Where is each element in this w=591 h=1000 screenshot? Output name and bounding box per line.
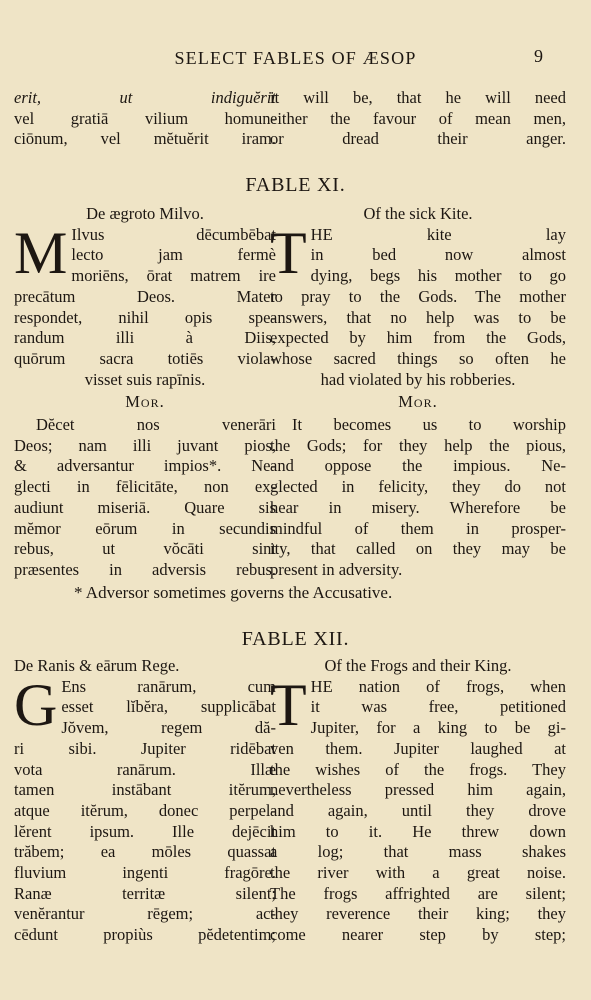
english-line: to pray to the Gods. The mother <box>270 286 566 306</box>
latin-moral-line: Deos; nam illi juvant pios, <box>14 435 276 455</box>
latin-moral-line: audiunt miseriā. Quare sis <box>14 497 276 517</box>
fable-12-latin-heading: De Ranis & eārum Rege. <box>14 656 180 675</box>
top-latin-line: ciōnum, vel mĕtuĕrit iram. <box>14 129 276 149</box>
english-line: ven them. Jupiter laughed at <box>270 738 566 758</box>
fable-12-latin-column <box>14 656 276 946</box>
english-moral-line: It becomes us to worship <box>292 415 566 435</box>
latin-line: lecto jam fermè <box>71 245 276 265</box>
latin-line: Jŏvem, regem dă- <box>61 718 276 738</box>
top-english-line: or dread their anger. <box>270 129 566 149</box>
english-line: answers, that no help was to be <box>270 307 566 327</box>
english-moral-line: hear in misery. Wherefore be <box>270 497 566 517</box>
latin-line: quōrum sacra totiēs viola- <box>14 348 276 368</box>
english-line: a log; that mass shakes <box>270 842 566 862</box>
top-latin-line: vel gratiā vilium homun- <box>14 108 276 128</box>
latin-moral-line: & adversantur impios*. Ne- <box>14 456 276 476</box>
latin-moral-line: præsentes in adversis rebus. <box>14 559 276 579</box>
english-line: HE nation of frogs, when <box>310 676 566 696</box>
fable-11-english-column <box>270 204 566 581</box>
top-english-column <box>270 88 566 150</box>
fable-11-latin-moral-label: Mor. <box>125 392 165 412</box>
english-line: nevertheless pressed him again, <box>270 780 566 800</box>
english-line: whose sacred things so often he <box>270 348 566 368</box>
latin-line: trăbem; ea mōles quassat <box>14 842 276 862</box>
latin-line: Ilvus dēcumbēbat <box>71 224 276 244</box>
english-line: had violated by his robberies. <box>320 369 516 389</box>
latin-moral-line: rebus, ut vŏcāti sint <box>14 539 276 559</box>
english-moral-line: mindful of them in prosper- <box>270 518 566 538</box>
latin-line: visset suis rapīnis. <box>84 369 206 389</box>
fable-12-english-column <box>270 656 566 946</box>
fable-11-english-moral-label: Mor. <box>398 392 438 412</box>
english-moral-line: the Gods; for they help the pious, <box>270 435 566 455</box>
fable-11-title: FABLE XI. <box>245 174 346 196</box>
fable-11-english-dropcap: T <box>270 219 307 286</box>
fable-11-latin-heading: De ægroto Milvo. <box>86 204 204 223</box>
english-line: it was free, petitioned <box>310 697 566 717</box>
english-line: come nearer step by step; <box>270 925 566 945</box>
top-latin-column <box>14 88 276 150</box>
fable-12-english-heading: Of the Frogs and their King. <box>324 656 512 675</box>
english-line: the river with a great noise. <box>270 863 566 883</box>
fable-12-english-dropcap: T <box>270 671 307 738</box>
english-moral-line: present in adversity. <box>270 559 403 579</box>
page-number: 9 <box>534 46 543 66</box>
top-english-line: it will be, that he will need <box>270 88 566 107</box>
english-line: the wishes of the frogs. They <box>270 759 566 779</box>
latin-line: esset lĭbĕra, supplicābat <box>61 697 276 717</box>
fable-11-english-heading: Of the sick Kite. <box>363 204 473 223</box>
latin-line: atque itĕrum, donec perpel- <box>14 800 276 820</box>
latin-line: precātum Deos. Mater <box>14 286 276 306</box>
latin-line: moriēns, ōrat matrem ire <box>71 266 276 286</box>
english-moral-line: glected in felicity, they do not <box>270 477 566 497</box>
fable-12-title: FABLE XII. <box>241 628 350 650</box>
fable-12-latin-dropcap: G <box>14 671 58 738</box>
latin-moral-line: mĕmor eōrum in secundis <box>14 518 276 538</box>
english-line: they reverence their king; they <box>270 904 566 924</box>
latin-line: lĕrent ipsum. Ille dejēcit <box>14 821 276 841</box>
english-moral-line: ity, that called on they may be <box>270 539 566 559</box>
english-line: expected by him from the Gods, <box>270 328 566 348</box>
latin-line: venĕrantur rēgem; ac- <box>14 904 276 924</box>
english-line: The frogs affrighted are silent; <box>270 883 566 903</box>
latin-line: vota ranārum. Illæ <box>14 759 276 779</box>
english-line: him to it. He threw down <box>270 821 566 841</box>
running-head: SELECT FABLES OF ÆSOP <box>174 48 417 68</box>
latin-line: randum illi à Diis, <box>14 328 276 348</box>
latin-line: Ens ranārum, cum <box>61 676 276 696</box>
english-line: HE kite lay <box>310 224 566 244</box>
footnote: * Adversor sometimes governs the Accusative. <box>74 583 393 602</box>
english-line: and again, until they drove <box>270 800 566 820</box>
english-line: in bed now almost <box>310 245 566 265</box>
latin-line: respondet, nihil opis spe- <box>14 307 276 327</box>
english-moral-line: and oppose the impious. Ne- <box>270 456 566 476</box>
fable-11-latin-dropcap: M <box>14 219 68 286</box>
latin-line: Ranæ territæ silent; <box>14 883 276 903</box>
latin-line: cēdunt propiùs pĕdetentim; <box>14 925 276 945</box>
latin-line: ri sibi. Jupiter ridēbat <box>14 738 276 758</box>
latin-moral-line: Dĕcet nos venerāri <box>36 415 276 435</box>
latin-line: fluvium ingenti fragōre. <box>14 863 276 883</box>
english-line: dying, begs his mother to go <box>310 266 566 286</box>
top-english-line: either the favour of mean men, <box>270 108 566 128</box>
fable-11-latin-column <box>14 204 276 581</box>
top-latin-line: erit, ut indiguĕrit <box>14 88 276 107</box>
english-line: Jupiter, for a king to be gi- <box>310 718 566 738</box>
latin-line: tamen instābant itĕrum, <box>14 780 276 800</box>
latin-moral-line: glecti in fēlicitāte, non ex- <box>14 477 276 497</box>
